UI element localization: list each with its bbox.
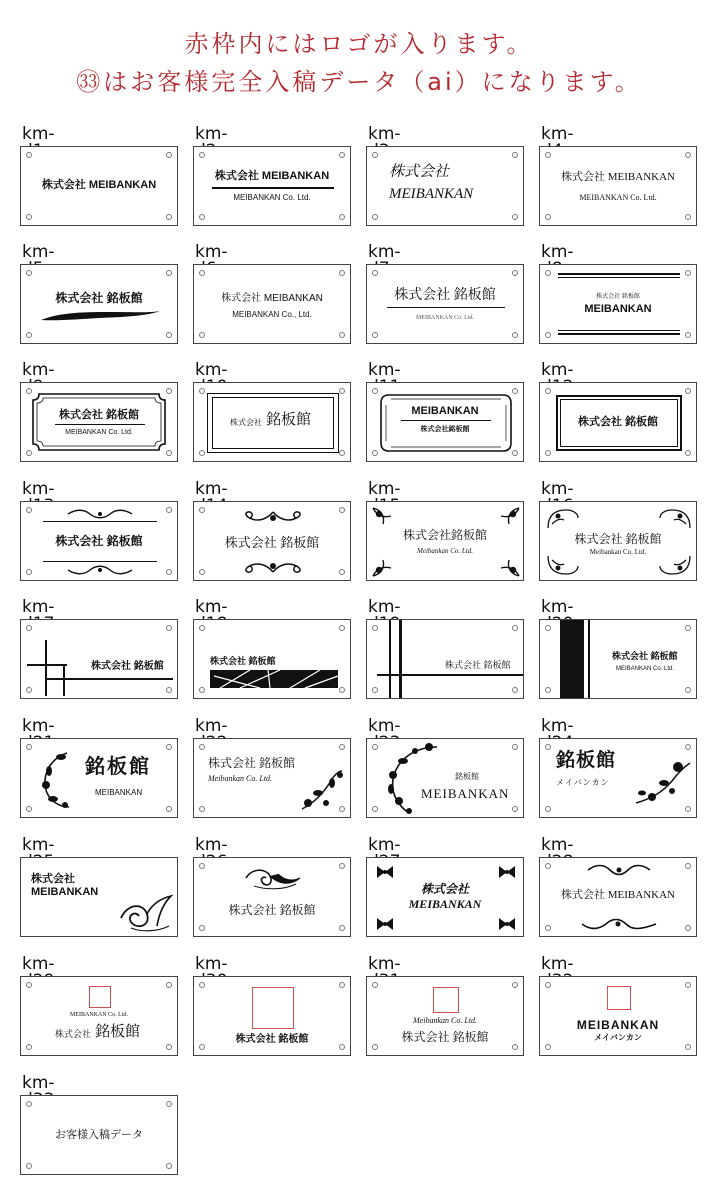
flourish-ornament-icon bbox=[242, 560, 304, 574]
screw-hole-icon bbox=[339, 744, 345, 750]
plate-text: MEIBANKAN bbox=[411, 405, 479, 417]
plate-text: 株式会社銘板館 bbox=[402, 528, 487, 542]
plate-label: km- bbox=[22, 954, 55, 974]
swirl-ornament-icon bbox=[117, 892, 173, 934]
screw-hole-icon bbox=[545, 214, 551, 220]
screw-hole-icon bbox=[372, 214, 378, 220]
scroll-ornament-icon bbox=[586, 865, 652, 875]
divider bbox=[558, 330, 680, 331]
header-line-2: ㉝はお客様完全入稿データ（ai）になります。 bbox=[76, 68, 642, 96]
floral-sprig-icon bbox=[632, 759, 692, 809]
screw-hole-icon bbox=[199, 450, 205, 456]
screw-hole-icon bbox=[545, 388, 551, 394]
plate bbox=[539, 738, 697, 818]
plate-text: 株式会社 銘板館 bbox=[577, 416, 659, 428]
plate-label: km- bbox=[195, 954, 228, 974]
screw-hole-icon bbox=[166, 744, 172, 750]
plate-text: 株式会社 銘板館 bbox=[210, 656, 276, 666]
divider bbox=[63, 664, 65, 696]
plate bbox=[193, 501, 351, 581]
plate bbox=[20, 1095, 178, 1175]
screw-hole-icon bbox=[199, 744, 205, 750]
screw-hole-icon bbox=[199, 332, 205, 338]
plate-text: 株式会社 銘板館 bbox=[228, 903, 316, 917]
screw-hole-icon bbox=[199, 863, 205, 869]
plate-subtext: MEIBANKAN Co. Ltd. bbox=[616, 666, 675, 672]
screw-hole-icon bbox=[26, 152, 32, 158]
plate-text: 株式会社 銘板館 bbox=[401, 1030, 489, 1044]
divider bbox=[387, 307, 505, 308]
plate-label: km- bbox=[22, 1073, 55, 1093]
screw-hole-icon bbox=[166, 152, 172, 158]
plate-label: km- bbox=[541, 835, 574, 855]
logo-placeholder-frame bbox=[89, 986, 111, 1008]
screw-hole-icon bbox=[26, 982, 32, 988]
plate-text: MEIBANKAN bbox=[576, 1018, 660, 1032]
plate bbox=[539, 619, 697, 699]
divider bbox=[27, 664, 67, 666]
plate-label: km- bbox=[22, 835, 55, 855]
plate-subtext: MEIBANKAN Co. Ltd. bbox=[70, 1012, 128, 1018]
screw-hole-icon bbox=[199, 687, 205, 693]
plate bbox=[366, 976, 524, 1056]
plate-label: km- bbox=[22, 597, 55, 617]
plate bbox=[539, 976, 697, 1056]
plate-text: 株式会社 銘板館 bbox=[55, 291, 143, 305]
screw-hole-icon bbox=[512, 214, 518, 220]
plate-subtext: Meibankan Co. Ltd. bbox=[417, 547, 473, 555]
screw-hole-icon bbox=[685, 744, 691, 750]
screw-hole-icon bbox=[372, 744, 378, 750]
screw-hole-icon bbox=[339, 507, 345, 513]
screw-hole-icon bbox=[166, 1163, 172, 1169]
plate-label: km- bbox=[195, 124, 228, 144]
plate-subtext: Meibankan Co. Ltd. bbox=[208, 774, 272, 783]
screw-hole-icon bbox=[685, 687, 691, 693]
screw-hole-icon bbox=[372, 152, 378, 158]
screw-hole-icon bbox=[339, 625, 345, 631]
screw-hole-icon bbox=[26, 507, 32, 513]
divider bbox=[558, 273, 680, 275]
plate-subtext: 株式会社 銘板館 bbox=[596, 294, 640, 300]
plate-label: km- bbox=[368, 479, 401, 499]
screw-hole-icon bbox=[545, 332, 551, 338]
screw-hole-icon bbox=[199, 507, 205, 513]
plate bbox=[539, 382, 697, 462]
plate-label: km- bbox=[22, 124, 55, 144]
plate-subtext: メイバンカン bbox=[556, 778, 610, 787]
screw-hole-icon bbox=[685, 214, 691, 220]
screw-hole-icon bbox=[685, 152, 691, 158]
screw-hole-icon bbox=[166, 270, 172, 276]
screw-hole-icon bbox=[545, 450, 551, 456]
plate bbox=[20, 738, 178, 818]
plate bbox=[20, 501, 178, 581]
divider bbox=[45, 678, 173, 680]
screw-hole-icon bbox=[199, 806, 205, 812]
plate-text: MEIBANKAN bbox=[421, 786, 510, 801]
plate-subtext: MEIBANKAN bbox=[389, 186, 474, 202]
plate-subtext: MEIBANKAN bbox=[95, 788, 143, 797]
floral-wreath-icon bbox=[379, 741, 439, 815]
screw-hole-icon bbox=[512, 625, 518, 631]
screw-hole-icon bbox=[512, 687, 518, 693]
plate-subtext: 株式会社銘板館 bbox=[420, 426, 470, 433]
divider bbox=[55, 424, 145, 425]
plate-subtext: Meibankan Co. Ltd. bbox=[413, 1016, 477, 1025]
plate-text: 株式会社 MEIBANKAN bbox=[561, 171, 675, 183]
plate-subtext: 株式会社 bbox=[230, 418, 262, 427]
plate-text: 株式会社 銘板館 bbox=[574, 532, 662, 546]
plate-label: km- bbox=[541, 954, 574, 974]
header-line-1: 赤枠内にはロゴが入ります。 bbox=[184, 30, 534, 58]
divider bbox=[377, 674, 523, 676]
screw-hole-icon bbox=[199, 925, 205, 931]
plate-label: km- bbox=[541, 124, 574, 144]
screw-hole-icon bbox=[545, 152, 551, 158]
diagonal-band-icon bbox=[210, 670, 338, 688]
divider bbox=[401, 420, 491, 421]
divider bbox=[45, 640, 47, 696]
screw-hole-icon bbox=[512, 152, 518, 158]
screw-hole-icon bbox=[166, 687, 172, 693]
screw-hole-icon bbox=[166, 214, 172, 220]
screw-hole-icon bbox=[339, 863, 345, 869]
plate-subtext: メイバンカン bbox=[594, 1033, 642, 1042]
plate-label: km- bbox=[368, 360, 401, 380]
screw-hole-icon bbox=[512, 270, 518, 276]
screw-hole-icon bbox=[166, 1044, 172, 1050]
screw-hole-icon bbox=[545, 744, 551, 750]
plate-label: km- bbox=[541, 242, 574, 262]
screw-hole-icon bbox=[685, 1044, 691, 1050]
screw-hole-icon bbox=[685, 863, 691, 869]
screw-hole-icon bbox=[199, 388, 205, 394]
screw-hole-icon bbox=[545, 925, 551, 931]
screw-hole-icon bbox=[26, 1163, 32, 1169]
plate-label: km- bbox=[368, 716, 401, 736]
plate-label: km- bbox=[195, 479, 228, 499]
plate-subtext: MEIBANKAN Co. Ltd. bbox=[416, 315, 474, 321]
plate bbox=[20, 976, 178, 1056]
plate-label: km- bbox=[195, 360, 228, 380]
plate-label: km- bbox=[195, 835, 228, 855]
screw-hole-icon bbox=[166, 1101, 172, 1107]
plate-subtext: MEIBANKAN bbox=[31, 886, 99, 898]
plate-label: km- bbox=[22, 360, 55, 380]
screw-hole-icon bbox=[685, 450, 691, 456]
plate bbox=[366, 619, 524, 699]
plate-text: 株式会社 銘板館 bbox=[224, 535, 320, 550]
screw-hole-icon bbox=[339, 569, 345, 575]
divider bbox=[212, 187, 334, 189]
corner-ornaments-icon bbox=[371, 506, 521, 578]
plate-text: 株式会社 銘板館 bbox=[91, 661, 164, 672]
screw-hole-icon bbox=[685, 270, 691, 276]
plate bbox=[366, 382, 524, 462]
plate-label: km- bbox=[22, 242, 55, 262]
screw-hole-icon bbox=[372, 332, 378, 338]
screw-hole-icon bbox=[372, 625, 378, 631]
screw-hole-icon bbox=[512, 332, 518, 338]
brush-stroke-icon bbox=[39, 309, 161, 323]
plate bbox=[539, 264, 697, 344]
screw-hole-icon bbox=[26, 625, 32, 631]
screw-hole-icon bbox=[339, 152, 345, 158]
plate bbox=[20, 619, 178, 699]
screw-hole-icon bbox=[545, 1044, 551, 1050]
screw-hole-icon bbox=[545, 625, 551, 631]
plate-label: km- bbox=[541, 479, 574, 499]
plate bbox=[366, 264, 524, 344]
plate-subtext: MEIBANKAN bbox=[408, 897, 482, 911]
screw-hole-icon bbox=[685, 625, 691, 631]
plate bbox=[193, 619, 351, 699]
screw-hole-icon bbox=[339, 982, 345, 988]
divider bbox=[43, 561, 157, 562]
plate bbox=[366, 857, 524, 937]
screw-hole-icon bbox=[339, 450, 345, 456]
plate bbox=[366, 738, 524, 818]
screw-hole-icon bbox=[199, 270, 205, 276]
divider bbox=[389, 620, 391, 698]
screw-hole-icon bbox=[372, 1044, 378, 1050]
screw-hole-icon bbox=[166, 625, 172, 631]
screw-hole-icon bbox=[166, 982, 172, 988]
screw-hole-icon bbox=[372, 388, 378, 394]
divider bbox=[558, 277, 680, 278]
screw-hole-icon bbox=[26, 270, 32, 276]
scroll-ornament-icon bbox=[66, 565, 134, 575]
plate-label: km- bbox=[368, 954, 401, 974]
plate-text: 銘板館 bbox=[556, 750, 617, 771]
plate-label: km- bbox=[195, 242, 228, 262]
plate-text: 株式会社 bbox=[389, 164, 450, 180]
plate-subtext: 銘板館 bbox=[455, 772, 479, 781]
screw-hole-icon bbox=[166, 332, 172, 338]
screw-hole-icon bbox=[685, 925, 691, 931]
plate-text: 株式会社 銘板館 bbox=[58, 409, 140, 421]
screw-hole-icon bbox=[372, 450, 378, 456]
plate-subtext: 株式会社 bbox=[55, 1029, 92, 1039]
plate-text: 株式会社 銘板館 bbox=[612, 651, 678, 661]
flourish-ornament-icon bbox=[242, 510, 304, 524]
ornate-frame-icon bbox=[379, 393, 513, 453]
plate-label: km- bbox=[22, 479, 55, 499]
screw-hole-icon bbox=[26, 1101, 32, 1107]
plate bbox=[366, 501, 524, 581]
plate-text: 株式会社 MEIBANKAN bbox=[214, 170, 330, 182]
screw-hole-icon bbox=[685, 332, 691, 338]
plate-text: 銘板館 bbox=[266, 412, 312, 428]
plate-label: km- bbox=[368, 597, 401, 617]
screw-hole-icon bbox=[26, 687, 32, 693]
plate bbox=[366, 146, 524, 226]
screw-hole-icon bbox=[199, 982, 205, 988]
plate-text: 株式会社 MEIBANKAN bbox=[41, 179, 157, 191]
scroll-ornament-icon bbox=[580, 918, 658, 930]
plate-subtext: Meibankan Co. Ltd. bbox=[589, 548, 647, 556]
plate-text: 株式会社 銘板館 bbox=[55, 534, 143, 548]
plate-subtext: MEIBANKAN Co. Ltd. bbox=[233, 193, 311, 202]
plate-subtext: MEIBANKAN Co. Ltd. bbox=[65, 429, 133, 436]
divider bbox=[558, 333, 680, 335]
plate bbox=[20, 382, 178, 462]
screw-hole-icon bbox=[545, 687, 551, 693]
plate-text: 株式会社 bbox=[420, 882, 469, 896]
plate-subtext: MEIBANKAN Co. Ltd. bbox=[579, 193, 657, 202]
plate-text: 株式会社 MEIBANKAN bbox=[221, 293, 323, 304]
divider bbox=[43, 521, 157, 522]
scroll-ornament-icon bbox=[66, 509, 134, 519]
screw-hole-icon bbox=[166, 569, 172, 575]
screw-hole-icon bbox=[199, 569, 205, 575]
swirl-ornament-icon bbox=[244, 866, 302, 890]
logo-placeholder-frame bbox=[252, 987, 294, 1029]
screw-hole-icon bbox=[545, 270, 551, 276]
plate-label: km- bbox=[368, 835, 401, 855]
plate bbox=[193, 382, 351, 462]
plate-text: 株式会社 銘板館 bbox=[208, 756, 296, 770]
plate-label: km- bbox=[22, 716, 55, 736]
divider bbox=[588, 620, 590, 698]
plate-text: 株式会社 bbox=[31, 873, 75, 885]
divider bbox=[399, 620, 402, 698]
screw-hole-icon bbox=[372, 270, 378, 276]
plate-text: 株式会社 銘板館 bbox=[394, 288, 496, 303]
plate-label: km- bbox=[195, 716, 228, 736]
plate-text: MEIBANKAN bbox=[584, 303, 652, 315]
plate-text: 株式会社 銘板館 bbox=[235, 1034, 309, 1045]
screw-hole-icon bbox=[339, 332, 345, 338]
logo-placeholder-frame bbox=[607, 986, 631, 1010]
logo-placeholder-frame bbox=[433, 987, 459, 1013]
color-block bbox=[560, 620, 584, 698]
screw-hole-icon bbox=[166, 507, 172, 513]
plate-label: km- bbox=[368, 242, 401, 262]
plate-text: お客様入稿データ bbox=[55, 1129, 143, 1141]
plate bbox=[193, 264, 351, 344]
screw-hole-icon bbox=[199, 625, 205, 631]
plate bbox=[539, 857, 697, 937]
plate-text: 銘板館 bbox=[95, 1024, 141, 1040]
screw-hole-icon bbox=[199, 214, 205, 220]
screw-hole-icon bbox=[512, 744, 518, 750]
screw-hole-icon bbox=[339, 687, 345, 693]
screw-hole-icon bbox=[372, 687, 378, 693]
plate bbox=[539, 146, 697, 226]
screw-hole-icon bbox=[26, 1044, 32, 1050]
screw-hole-icon bbox=[512, 982, 518, 988]
screw-hole-icon bbox=[26, 332, 32, 338]
floral-wreath-icon bbox=[37, 749, 85, 809]
plate bbox=[20, 146, 178, 226]
plate bbox=[193, 738, 351, 818]
screw-hole-icon bbox=[372, 806, 378, 812]
screw-hole-icon bbox=[339, 388, 345, 394]
plate bbox=[539, 501, 697, 581]
ornate-frame-icon bbox=[31, 392, 167, 452]
plate bbox=[20, 857, 178, 937]
screw-hole-icon bbox=[339, 270, 345, 276]
screw-hole-icon bbox=[339, 214, 345, 220]
screw-hole-icon bbox=[26, 806, 32, 812]
plate-label: km- bbox=[541, 360, 574, 380]
screw-hole-icon bbox=[166, 806, 172, 812]
plate-text: 株式会社 MEIBANKAN bbox=[561, 889, 675, 901]
screw-hole-icon bbox=[512, 1044, 518, 1050]
screw-hole-icon bbox=[545, 806, 551, 812]
plate bbox=[193, 976, 351, 1056]
screw-hole-icon bbox=[685, 388, 691, 394]
screw-hole-icon bbox=[26, 569, 32, 575]
screw-hole-icon bbox=[685, 982, 691, 988]
plate-text: 銘板館 bbox=[85, 756, 151, 778]
plate bbox=[193, 857, 351, 937]
screw-hole-icon bbox=[372, 982, 378, 988]
floral-sprig-icon bbox=[298, 769, 344, 813]
screw-hole-icon bbox=[199, 152, 205, 158]
plate-label: km- bbox=[368, 124, 401, 144]
screw-hole-icon bbox=[339, 925, 345, 931]
plate-subtext: MEIBANKAN Co., Ltd. bbox=[232, 310, 312, 319]
plate bbox=[20, 264, 178, 344]
plate-label: km- bbox=[541, 716, 574, 736]
screw-hole-icon bbox=[26, 214, 32, 220]
screw-hole-icon bbox=[512, 806, 518, 812]
screw-hole-icon bbox=[26, 744, 32, 750]
plate-label: km- bbox=[195, 597, 228, 617]
plate-text: 株式会社 銘板館 bbox=[445, 660, 511, 670]
screw-hole-icon bbox=[545, 982, 551, 988]
plate-label: km- bbox=[541, 597, 574, 617]
screw-hole-icon bbox=[545, 863, 551, 869]
plate bbox=[193, 146, 351, 226]
